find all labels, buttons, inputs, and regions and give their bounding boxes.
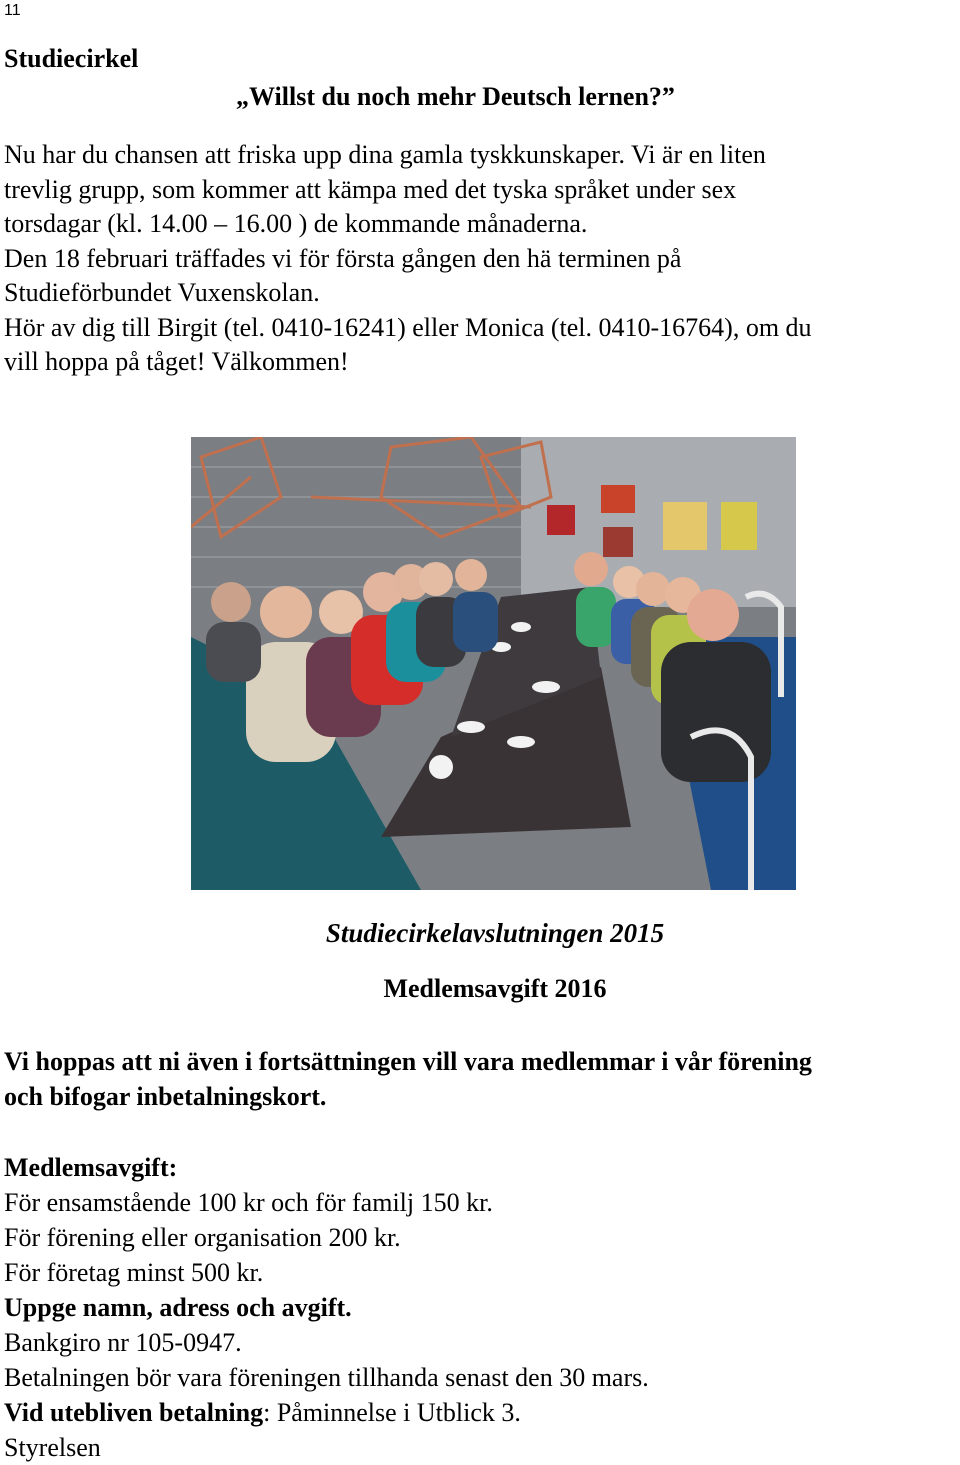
section-title: Studiecirkel <box>4 44 139 73</box>
intro-line: Hör av dig till Birgit (tel. 0410-16241) eller Monica (tel. 0410-16764), om du <box>4 312 812 342</box>
page-number: 11 <box>4 2 21 19</box>
intro-line: Den 18 februari träffades vi för första gången den hä terminen på <box>4 243 682 273</box>
payment-deadline: Betalningen bör vara föreningen tillhanda senast den 30 mars. <box>4 1363 649 1392</box>
reminder-label: Vid utebliven betalning <box>4 1398 264 1427</box>
intro-line: trevlig grupp, som kommer att kämpa med det tyska språket under sex <box>4 174 737 204</box>
group-photo-illustration <box>191 437 796 890</box>
bankgiro-number: Bankgiro nr 105-0947. <box>4 1328 242 1357</box>
fee-intro-paragraph <box>4 1044 960 1114</box>
fee-intro-line: och bifogar inbetalningskort. <box>4 1082 327 1111</box>
fee-single-family: För ensamstående 100 kr och för familj 150 kr. <box>4 1188 493 1217</box>
intro-paragraph <box>4 138 960 380</box>
payment-reminder <box>4 1395 960 1430</box>
fee-intro-line: Vi hoppas att ni även i fortsättningen vill vara medlemmar i vår förening <box>4 1047 812 1076</box>
photo-caption: Studiecirkelavslutningen 2015 <box>325 918 665 948</box>
intro-line: torsdagar (kl. 14.00 – 16.00 ) de kommande månaderna. <box>4 209 588 238</box>
quote-heading: „Willst du noch mehr Deutsch lernen?” <box>236 82 675 111</box>
intro-line: Nu har du chansen att friska upp dina gamla tyskkunskaper. Vi är en liten <box>4 140 766 169</box>
intro-line: vill hoppa på tåget! Välkommen! <box>4 347 349 376</box>
fee-heading: Medlemsavgift 2016 <box>383 974 607 1003</box>
group-photo <box>191 437 796 890</box>
fee-company: För företag minst 500 kr. <box>4 1258 264 1287</box>
signature: Styrelsen <box>4 1433 101 1462</box>
fee-label: Medlemsavgift: <box>4 1153 178 1182</box>
fee-association: För förening eller organisation 200 kr. <box>4 1223 401 1252</box>
fee-details <box>4 1150 960 1465</box>
reminder-text: : Påminnelse i Utblick 3. <box>263 1398 521 1427</box>
intro-line: Studieförbundet Vuxenskolan. <box>4 278 320 307</box>
fee-instruction: Uppge namn, adress och avgift. <box>4 1293 352 1322</box>
